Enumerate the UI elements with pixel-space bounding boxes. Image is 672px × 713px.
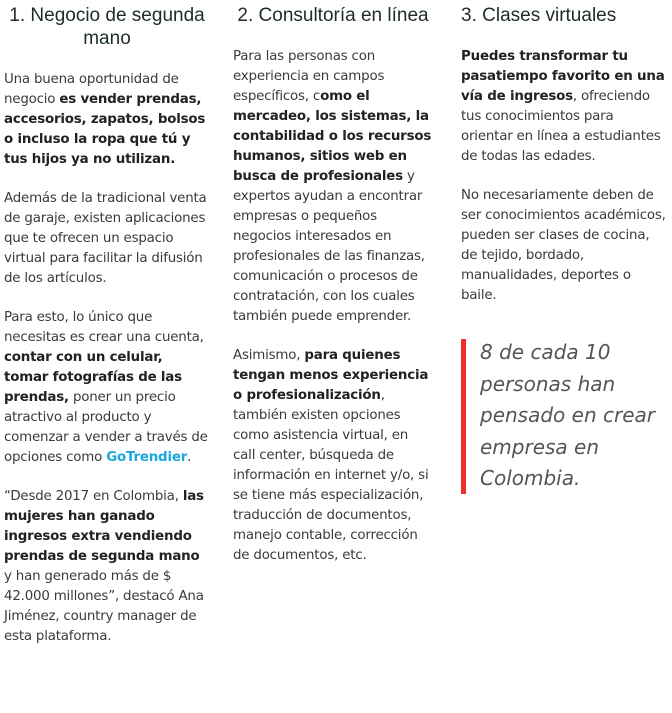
- section-heading: 3. Clases virtuales: [461, 5, 617, 26]
- paragraph: Una buena oportunidad de negocio es vender prendas, accesorios, zapatos, bolsos o incluso la ropa que tú y tus hijos ya no utilizan.: [4, 72, 206, 167]
- pull-quote: [461, 339, 670, 494]
- column-clases-virtuales: [461, 0, 667, 325]
- paragraph: Para esto, lo único que necesitas es crear una cuenta, contar con un celular, tomar fotografías de las prendas, poner un precio atractivo al producto y comenzar a vender a través de opciones como GoTrendier.: [4, 310, 208, 465]
- paragraph: No necesariamente deben de ser conocimientos académicos, pueden ser clases de cocina, de tejido, bordado, manualidades, deportes o baile.: [461, 188, 666, 303]
- column-negocio-segunda-mano: [4, 0, 210, 666]
- paragraph: Puedes transformar tu pasatiempo favorito en una vía de ingresos, ofreciendo tus conocimientos para orientar en línea a estudiantes de todas las edades.: [461, 49, 665, 164]
- column-consultoria-en-linea: [233, 0, 433, 585]
- paragraph: “Desde 2017 en Colombia, las mujeres han ganado ingresos extra vendiendo prendas de segunda mano y han generado más de $ 42.000 millones”, destacó Ana Jiménez, country manager de esta plataforma.: [4, 489, 204, 644]
- pull-quote-text: 8 de cada 10 personas han pensado en crear empresa en Colombia.: [480, 340, 655, 490]
- paragraph: Para las personas con experiencia en campos específicos, como el mercadeo, los sistemas, la contabilidad o los recursos humanos, sitios web en busca de profesionales y expertos ayudan a encontrar empresas o pequeños negocios interesados en profesionales de las finanzas, comunicación o procesos de contratación, con los cuales también puede emprender.: [233, 49, 432, 324]
- gotrendier-link[interactable]: GoTrendier: [106, 450, 188, 465]
- section-heading: 2. Consultoría en línea: [237, 5, 429, 26]
- paragraph: Además de la tradicional venta de garaje, existen aplicaciones que te ofrecen un espacio virtual para facilitar la difusión de los artículos.: [4, 191, 207, 286]
- paragraph: Asimismo, para quienes tengan menos experiencia o profesionalización, también existen opciones como asistencia virtual, en call center, búsqueda de información en internet y/o, si se tiene más especialización, traducción de documentos, manejo contable, corrección de documentos, etc.: [233, 348, 429, 563]
- section-heading: 1. Negocio de segunda mano: [9, 5, 205, 49]
